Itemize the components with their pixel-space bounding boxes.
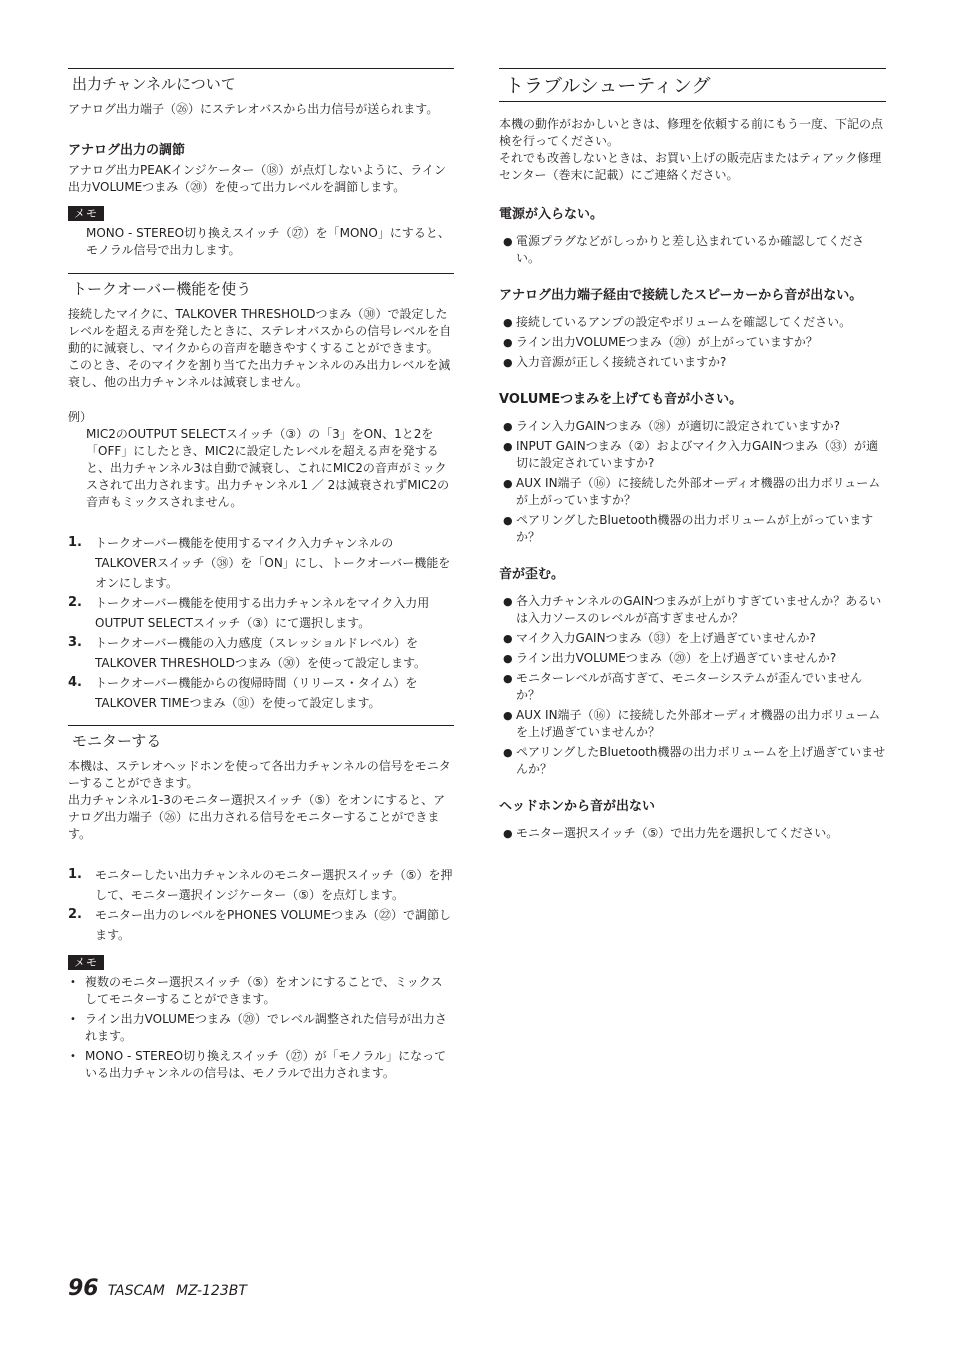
trouble-item-text: モニター選択スイッチ（⑤）で出力先を選択してください。 [516, 826, 839, 840]
trouble-heading: 音が歪む。 [499, 567, 565, 582]
trouble-item [499, 354, 886, 371]
trouble-item [499, 650, 886, 667]
paragraph: 本機の動作がおかしいときは、修理を依頼する前にもう一度、下記の点検を行ってください。 [499, 117, 884, 148]
memo-item-text: ライン出力VOLUMEつまみ（⑳）でレベル調整された信号が出力されます。 [85, 1012, 447, 1043]
step-text: モニター出力のレベルをPHONES VOLUMEつまみ（㉒）で調節します。 [95, 908, 451, 942]
step-text: モニターしたい出力チャンネルのモニター選択スイッチ（⑤）を押して、モニター選択インジケーター（⑤）を点灯します。 [95, 868, 453, 902]
trouble-item [499, 334, 886, 351]
trouble-heading: アナログ出力端子経由で接続したスピーカーから音が出ない。 [499, 288, 863, 303]
trouble-item [499, 825, 886, 842]
step-number: 1. [68, 535, 82, 550]
step-text: トークオーバー機能からの復帰時間（リリース・タイム）をTALKOVER TIMEつまみ（㉛）を使って設定します。 [95, 676, 418, 710]
paragraph: アナログ出力PEAKインジケーター（⑱）が点灯しないように、ライン出力VOLUMEつまみ（⑳）を使って出力レベルを調節します。 [68, 163, 446, 194]
trouble-item-text: ペアリングしたBluetooth機器の出力ボリュームが上がっていますか？ [516, 513, 874, 544]
bullet-icon: ● [503, 440, 513, 453]
left-column [68, 68, 454, 1085]
bullet-icon: • [70, 977, 76, 988]
trouble-item-text: マイク入力GAINつまみ（㉝）を上げ過ぎていませんか? [516, 631, 816, 645]
right-column [499, 68, 886, 862]
page-footer [68, 1276, 247, 1301]
paragraph: 本機は、ステレオヘッドホンを使って各出力チャンネルの信号をモニターすることができます。 [68, 759, 451, 790]
paragraph: それでも改善しないときは、お買い上げの販売店またはティアック修理センター（巻末に記載）にご連絡ください。 [499, 151, 882, 182]
trouble-item-text: ライン入力GAINつまみ（㉘）が適切に設定されていますか? [516, 419, 841, 433]
step-item [68, 533, 454, 593]
monitor-memo-list [68, 974, 454, 1082]
memo-item-text: 複数のモニター選択スイッチ（⑤）をオンにすることで、ミックスしてモニターすることができます。 [85, 975, 443, 1006]
step-text: トークオーバー機能を使用する出力チャンネルをマイク入力用OUTPUT SELECTスイッチ（③）にて選択します。 [95, 596, 430, 630]
bullet-icon: ● [503, 595, 513, 608]
memo-item-text: MONO - STEREO切り換えスイッチ（㉗）が「モノラル」になっている出力チャンネルの信号は、モノラルで出力されます。 [85, 1049, 447, 1080]
memo-item [68, 1048, 454, 1082]
trouble-checklist [499, 418, 886, 546]
bullet-icon: ● [503, 477, 513, 490]
trouble-item [499, 438, 886, 472]
trouble-item [499, 630, 886, 647]
paragraph: このとき、そのマイクを割り当てた出力チャンネルのみ出力レベルを減衰し、他の出力チャンネルは減衰しません。 [68, 358, 451, 389]
trouble-item-text: ライン出力VOLUMEつまみ（⑳）が上がっていますか？ [516, 335, 818, 349]
bullet-icon: ● [503, 235, 513, 248]
trouble-item-text: AUX IN端子（⑯）に接続した外部オーディオ機器の出力ボリュームが上がっていますか？ [516, 476, 881, 507]
trouble-item [499, 512, 886, 546]
bullet-icon: ● [503, 746, 513, 759]
model-name: MZ-123BT [175, 1283, 247, 1299]
troubleshooting-sections [499, 206, 886, 842]
step-number: 4. [68, 675, 82, 690]
trouble-checklist [499, 593, 886, 778]
trouble-item-text: ペアリングしたBluetooth機器の出力ボリュームを上げ過ぎていませんか？ [516, 745, 886, 776]
trouble-item [499, 475, 886, 509]
bullet-icon: ● [503, 632, 513, 645]
bullet-icon: ● [503, 514, 513, 527]
page-number: 96 [68, 1276, 99, 1301]
section-title-monitor: モニターする [68, 725, 454, 750]
step-text: トークオーバー機能の入力感度（スレッショルドレベル）をTALKOVER THRESHOLDつまみ（㉚）を使って設定します。 [95, 636, 427, 670]
trouble-item-text: AUX IN端子（⑯）に接続した外部オーディオ機器の出力ボリュームを上げ過ぎていませんか？ [516, 708, 881, 739]
trouble-item [499, 233, 886, 267]
brand-name: TASCAM [107, 1283, 165, 1299]
memo-text: MONO - STEREO切り換えスイッチ（㉗）を「MONO」にすると、モノラル信号で出力します。 [86, 226, 450, 257]
trouble-item-text: INPUT GAINつまみ（②）およびマイク入力GAINつまみ（㉝）が適切に設定されていますか? [516, 439, 879, 470]
trouble-item-text: ライン出力VOLUMEつまみ（⑳）を上げ過ぎていませんか? [516, 651, 837, 665]
section-title-troubleshooting: トラブルシューティング [499, 68, 886, 102]
paragraph: 出力チャンネル1-3のモニター選択スイッチ（⑤）をオンにすると、アナログ出力端子（㉖）に出力される信号をモニターすることができます。 [68, 793, 446, 841]
paragraph: アナログ出力端子（㉖）にステレオバスから出力信号が送られます。 [68, 102, 439, 116]
step-item [68, 673, 454, 713]
trouble-item [499, 593, 886, 627]
trouble-heading: ヘッドホンから音が出ない [499, 799, 656, 814]
step-number: 3. [68, 635, 82, 650]
step-item [68, 633, 454, 673]
step-item [68, 593, 454, 633]
trouble-heading: 電源が入らない。 [499, 207, 604, 222]
memo-label: メモ [68, 955, 104, 970]
bullet-icon: ● [503, 827, 513, 840]
bullet-icon: • [70, 1014, 76, 1025]
bullet-icon: ● [503, 709, 513, 722]
subheading-analog-output-adjust: アナログ出力の調節 [68, 143, 186, 158]
talkover-steps [68, 533, 454, 713]
paragraph: 接続したマイクに、TALKOVER THRESHOLDつまみ（㉚）で設定したレベルを超える声を発したときに、ステレオバスからの信号レベルを自動的に減衰し、マイクからの音声を聴きやすくすることができます。 [68, 307, 452, 355]
trouble-item-text: 入力音源が正しく接続されていますか? [516, 355, 727, 369]
bullet-icon: ● [503, 316, 513, 329]
trouble-item [499, 418, 886, 435]
trouble-item-text: 電源プラグなどがしっかりと差し込まれているか確認してください。 [516, 234, 865, 265]
step-number: 1. [68, 867, 82, 882]
memo-item [68, 974, 454, 1008]
trouble-item [499, 707, 886, 741]
example-label: 例） [68, 410, 93, 424]
step-number: 2. [68, 595, 82, 610]
example-text: MIC2のOUTPUT SELECTスイッチ（③）の「3」をON、1と2を「OFF」にしたとき、MIC2に設定したレベルを超える声を発すると、出力チャンネル3は自動で減衰し、これにMIC2の音声がミックスされて出力されます。出力チャンネル1 ／ 2は減衰されずMIC2の音声もミックスされません。 [86, 427, 450, 509]
memo-label: メモ [68, 206, 104, 221]
section-title-talkover: トークオーバー機能を使う [68, 273, 454, 298]
monitor-steps [68, 865, 454, 945]
bullet-icon: ● [503, 356, 513, 369]
step-number: 2. [68, 907, 82, 922]
trouble-item-text: 接続しているアンプの設定やボリュームを確認してください。 [516, 315, 852, 329]
trouble-item-text: 各入力チャンネルのGAINつまみが上がりすぎていませんか？あるいは入力ソースのレベルが高すぎませんか？ [516, 594, 882, 625]
trouble-item [499, 670, 886, 704]
trouble-item-text: モニターレベルが高すぎて、モニターシステムが歪んでいませんか？ [516, 671, 863, 702]
trouble-heading: VOLUMEつまみを上げても音が小さい。 [499, 392, 743, 407]
trouble-checklist [499, 825, 886, 842]
bullet-icon: • [70, 1051, 76, 1062]
trouble-item [499, 314, 886, 331]
step-item [68, 905, 454, 945]
bullet-icon: ● [503, 336, 513, 349]
step-item [68, 865, 454, 905]
bullet-icon: ● [503, 672, 513, 685]
trouble-item [499, 744, 886, 778]
bullet-icon: ● [503, 420, 513, 433]
step-text: トークオーバー機能を使用するマイク入力チャンネルのTALKOVERスイッチ（㊳）を「ON」にし、トークオーバー機能をオンにします。 [95, 536, 451, 590]
trouble-checklist [499, 314, 886, 371]
memo-item [68, 1011, 454, 1045]
bullet-icon: ● [503, 652, 513, 665]
trouble-checklist [499, 233, 886, 267]
section-title-output-channel: 出力チャンネルについて [68, 68, 454, 93]
